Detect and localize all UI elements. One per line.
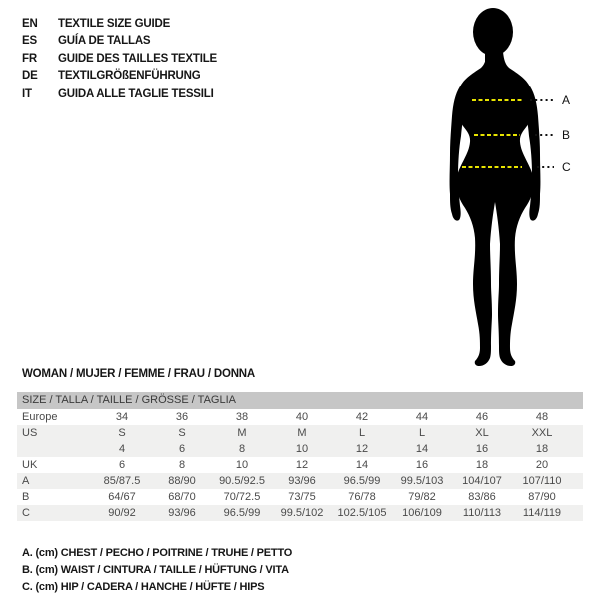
language-row	[22, 15, 217, 33]
table-cell: 96.5/99	[223, 507, 261, 519]
table-cell: L	[358, 427, 366, 439]
table-cell: L	[418, 427, 426, 439]
table-row	[17, 441, 583, 457]
language-list	[22, 15, 217, 103]
table-cell: 90/92	[108, 507, 136, 519]
table-row	[17, 505, 583, 521]
table-cell: 102.5/105	[337, 507, 387, 519]
language-row	[22, 50, 217, 68]
row-label: Europe	[22, 411, 58, 423]
table-cell: 18	[535, 443, 549, 455]
marker-label-b: B	[562, 128, 571, 142]
table-cell: 16	[475, 443, 489, 455]
language-row	[22, 33, 217, 51]
table-cell: 8	[238, 443, 246, 455]
table-cell: 16	[415, 459, 429, 471]
table-cell: XXL	[531, 427, 553, 439]
row-label: A	[22, 475, 30, 487]
row-label: C	[22, 507, 30, 519]
size-table-body	[17, 409, 583, 521]
language-code: DE	[22, 70, 38, 83]
size-table	[17, 392, 583, 521]
table-cell: 14	[415, 443, 429, 455]
language-code: ES	[22, 35, 37, 48]
table-cell: 90.5/92.5	[219, 475, 265, 487]
table-cell: 93/96	[168, 507, 196, 519]
table-cell: 46	[475, 411, 489, 423]
table-cell: 76/78	[348, 491, 376, 503]
table-cell: 20	[535, 459, 549, 471]
table-cell: 6	[118, 459, 126, 471]
table-cell: 40	[295, 411, 309, 423]
table-row	[17, 409, 583, 425]
measure-legend	[22, 545, 292, 596]
table-row	[17, 473, 583, 489]
table-cell: 106/109	[402, 507, 442, 519]
table-cell: 42	[355, 411, 369, 423]
woman-silhouette	[390, 0, 600, 382]
table-cell: 38	[235, 411, 249, 423]
table-cell: 18	[475, 459, 489, 471]
table-cell: M	[297, 427, 307, 439]
table-cell: 79/82	[408, 491, 436, 503]
table-cell: 99.5/103	[400, 475, 444, 487]
table-cell: 93/96	[288, 475, 316, 487]
language-title: GUIDE DES TAILLES TEXTILE	[58, 52, 217, 65]
legend-line: B. (cm) WAIST / CINTURA / TAILLE / HÜFTUNG / VITA	[22, 564, 289, 576]
row-label: UK	[22, 459, 38, 471]
table-cell: 34	[115, 411, 129, 423]
language-title: TEXTILGRÖßENFÜHRUNG	[58, 70, 201, 83]
language-title: GUÍA DE TALLAS	[58, 35, 151, 48]
table-cell: 88/90	[168, 475, 196, 487]
table-cell: XL	[475, 427, 489, 439]
table-cell: 114/119	[522, 507, 562, 519]
table-cell: 70/72.5	[223, 491, 261, 503]
table-cell: 73/75	[288, 491, 316, 503]
table-row	[17, 425, 583, 441]
language-row	[22, 85, 217, 103]
figure-area	[390, 0, 600, 382]
table-cell: 96.5/99	[343, 475, 381, 487]
table-cell: 83/86	[468, 491, 496, 503]
table-cell: S	[118, 427, 126, 439]
row-label	[17, 441, 92, 457]
legend-line: C. (cm) HIP / CADERA / HANCHE / HÜFTE / HIPS	[22, 581, 265, 593]
table-cell: 64/67	[108, 491, 136, 503]
table-cell: 10	[295, 443, 309, 455]
table-cell: M	[237, 427, 247, 439]
table-cell: 110/113	[462, 507, 502, 519]
table-cell: 68/70	[168, 491, 196, 503]
language-code: IT	[22, 87, 32, 100]
table-cell: 12	[295, 459, 309, 471]
language-row	[22, 68, 217, 86]
table-cell: 44	[415, 411, 429, 423]
table-cell: 8	[178, 459, 186, 471]
language-title: TEXTILE SIZE GUIDE	[58, 17, 171, 30]
language-code: EN	[22, 17, 38, 30]
table-cell: 107/110	[522, 475, 562, 487]
language-title: GUIDA ALLE TAGLIE TESSILI	[58, 87, 214, 100]
table-cell: 85/87.5	[103, 475, 141, 487]
row-label: B	[22, 491, 30, 503]
table-cell: 87/90	[528, 491, 556, 503]
language-code: FR	[22, 52, 37, 65]
row-label: US	[22, 427, 38, 439]
table-cell: 6	[178, 443, 186, 455]
table-cell: 36	[175, 411, 189, 423]
silhouette-shapes	[450, 8, 541, 366]
table-cell: 48	[535, 411, 549, 423]
size-table-header: SIZE / TALLA / TAILLE / GRÖSSE / TAGLIA	[17, 392, 583, 409]
table-cell: S	[178, 427, 186, 439]
marker-label-a: A	[562, 93, 571, 107]
marker-label-c: C	[562, 160, 571, 174]
table-row	[17, 457, 583, 473]
table-row	[17, 489, 583, 505]
table-cell: 10	[235, 459, 249, 471]
table-cell: 104/107	[462, 475, 502, 487]
section-title: WOMAN / MUJER / FEMME / FRAU / DONNA	[22, 368, 256, 380]
legend-line: A. (cm) CHEST / PECHO / POITRINE / TRUHE / PETTO	[22, 547, 293, 559]
table-cell: 99.5/102	[280, 507, 324, 519]
table-cell: 4	[118, 443, 126, 455]
table-cell: 14	[355, 459, 369, 471]
table-cell: 12	[355, 443, 369, 455]
